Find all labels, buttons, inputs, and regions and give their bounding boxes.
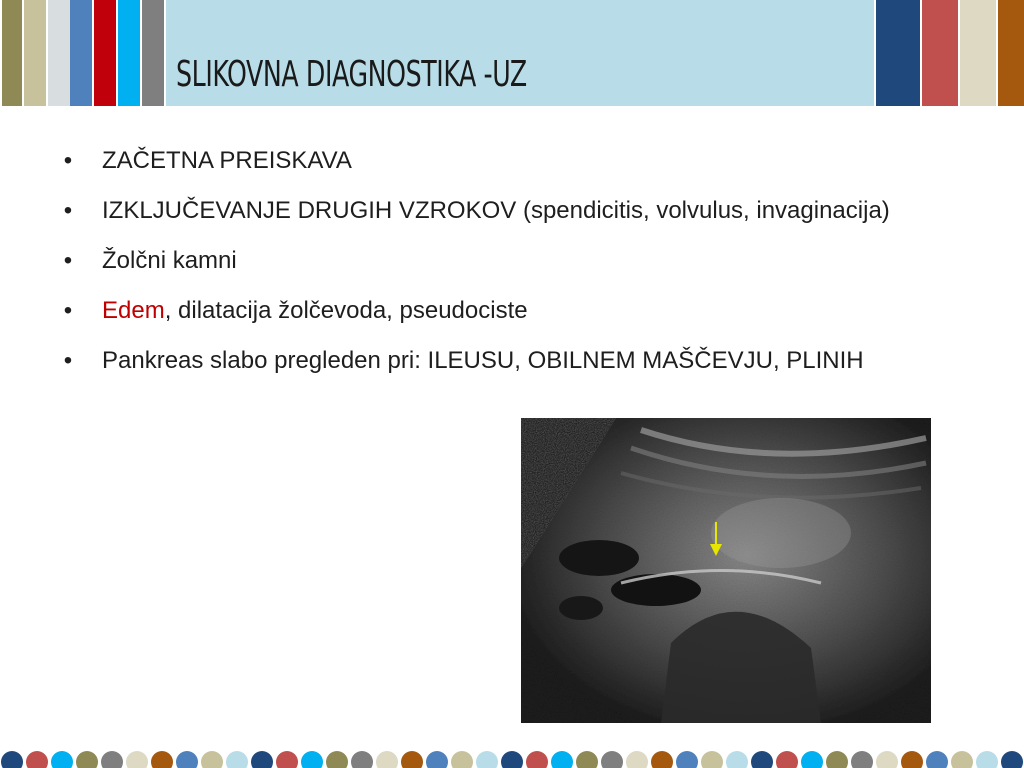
bullet-icon: • <box>63 297 73 324</box>
header-stripe <box>960 0 996 106</box>
bullet-text: IZKLJUČEVANJE DRUGIH VZROKOV (spendicitis, volvulus, invaginacija) <box>102 197 890 224</box>
footer-dot <box>76 751 98 768</box>
header-stripe <box>24 0 46 106</box>
footer-dot <box>251 751 273 768</box>
bullet-list <box>58 142 938 392</box>
header-stripe <box>922 0 958 106</box>
footer-dot <box>1001 751 1023 768</box>
footer-dot <box>576 751 598 768</box>
footer-dot <box>901 751 923 768</box>
list-item <box>58 192 938 229</box>
footer-dot <box>201 751 223 768</box>
bullet-text: Žolčni kamni <box>102 247 237 274</box>
footer-dot <box>651 751 673 768</box>
list-item <box>58 142 938 179</box>
slide-header <box>0 0 1024 108</box>
footer-dot <box>176 751 198 768</box>
footer-dot <box>951 751 973 768</box>
footer-dot <box>776 751 798 768</box>
footer-dot <box>151 751 173 768</box>
footer-dot <box>476 751 498 768</box>
footer-dot <box>426 751 448 768</box>
footer-dot <box>801 751 823 768</box>
list-item <box>58 342 938 379</box>
bullet-icon: • <box>63 147 73 174</box>
footer-dot <box>976 751 998 768</box>
header-stripe <box>142 0 164 106</box>
header-stripe <box>2 0 22 106</box>
list-item <box>58 242 938 279</box>
footer-dot <box>226 751 248 768</box>
bullet-text: Pankreas slabo pregleden pri: ILEUSU, OBILNEM MAŠČEVJU, PLINIH <box>102 347 864 374</box>
footer-dot <box>551 751 573 768</box>
header-stripe <box>70 0 92 106</box>
footer-dot <box>851 751 873 768</box>
footer-dot <box>351 751 373 768</box>
list-item <box>58 292 938 329</box>
footer-dot <box>126 751 148 768</box>
footer-dot <box>926 751 948 768</box>
footer-dot <box>751 751 773 768</box>
header-stripe <box>876 0 920 106</box>
emphasis-text: Edem <box>102 297 165 324</box>
footer-dot <box>26 751 48 768</box>
bullet-icon: • <box>63 347 73 374</box>
footer-dot <box>601 751 623 768</box>
footer-dot <box>826 751 848 768</box>
footer-dot <box>376 751 398 768</box>
footer-dot <box>676 751 698 768</box>
header-stripe <box>48 0 70 106</box>
footer-dot <box>526 751 548 768</box>
footer-dot <box>401 751 423 768</box>
bullet-text: , dilatacija žolčevoda, pseudociste <box>164 297 528 324</box>
ultrasound-image <box>521 418 931 723</box>
footer-dot <box>726 751 748 768</box>
footer-dot <box>301 751 323 768</box>
footer-dot <box>1 751 23 768</box>
footer-dots <box>0 742 1024 768</box>
slide-title: SLIKOVNA DIAGNOSTIKA -UZ <box>176 54 527 95</box>
footer-dot <box>701 751 723 768</box>
bullet-icon: • <box>63 247 73 274</box>
footer-dot <box>101 751 123 768</box>
footer-dot <box>501 751 523 768</box>
header-stripe <box>118 0 140 106</box>
footer-dot <box>51 751 73 768</box>
ultrasound-scan-graphic <box>521 418 931 723</box>
bullet-text: ZAČETNA PREISKAVA <box>102 147 352 174</box>
footer-dot <box>626 751 648 768</box>
footer-dot <box>451 751 473 768</box>
header-stripe <box>94 0 116 106</box>
footer-dot <box>326 751 348 768</box>
header-stripe <box>998 0 1024 106</box>
footer-dot <box>876 751 898 768</box>
bullet-icon: • <box>63 197 73 224</box>
footer-dot <box>276 751 298 768</box>
